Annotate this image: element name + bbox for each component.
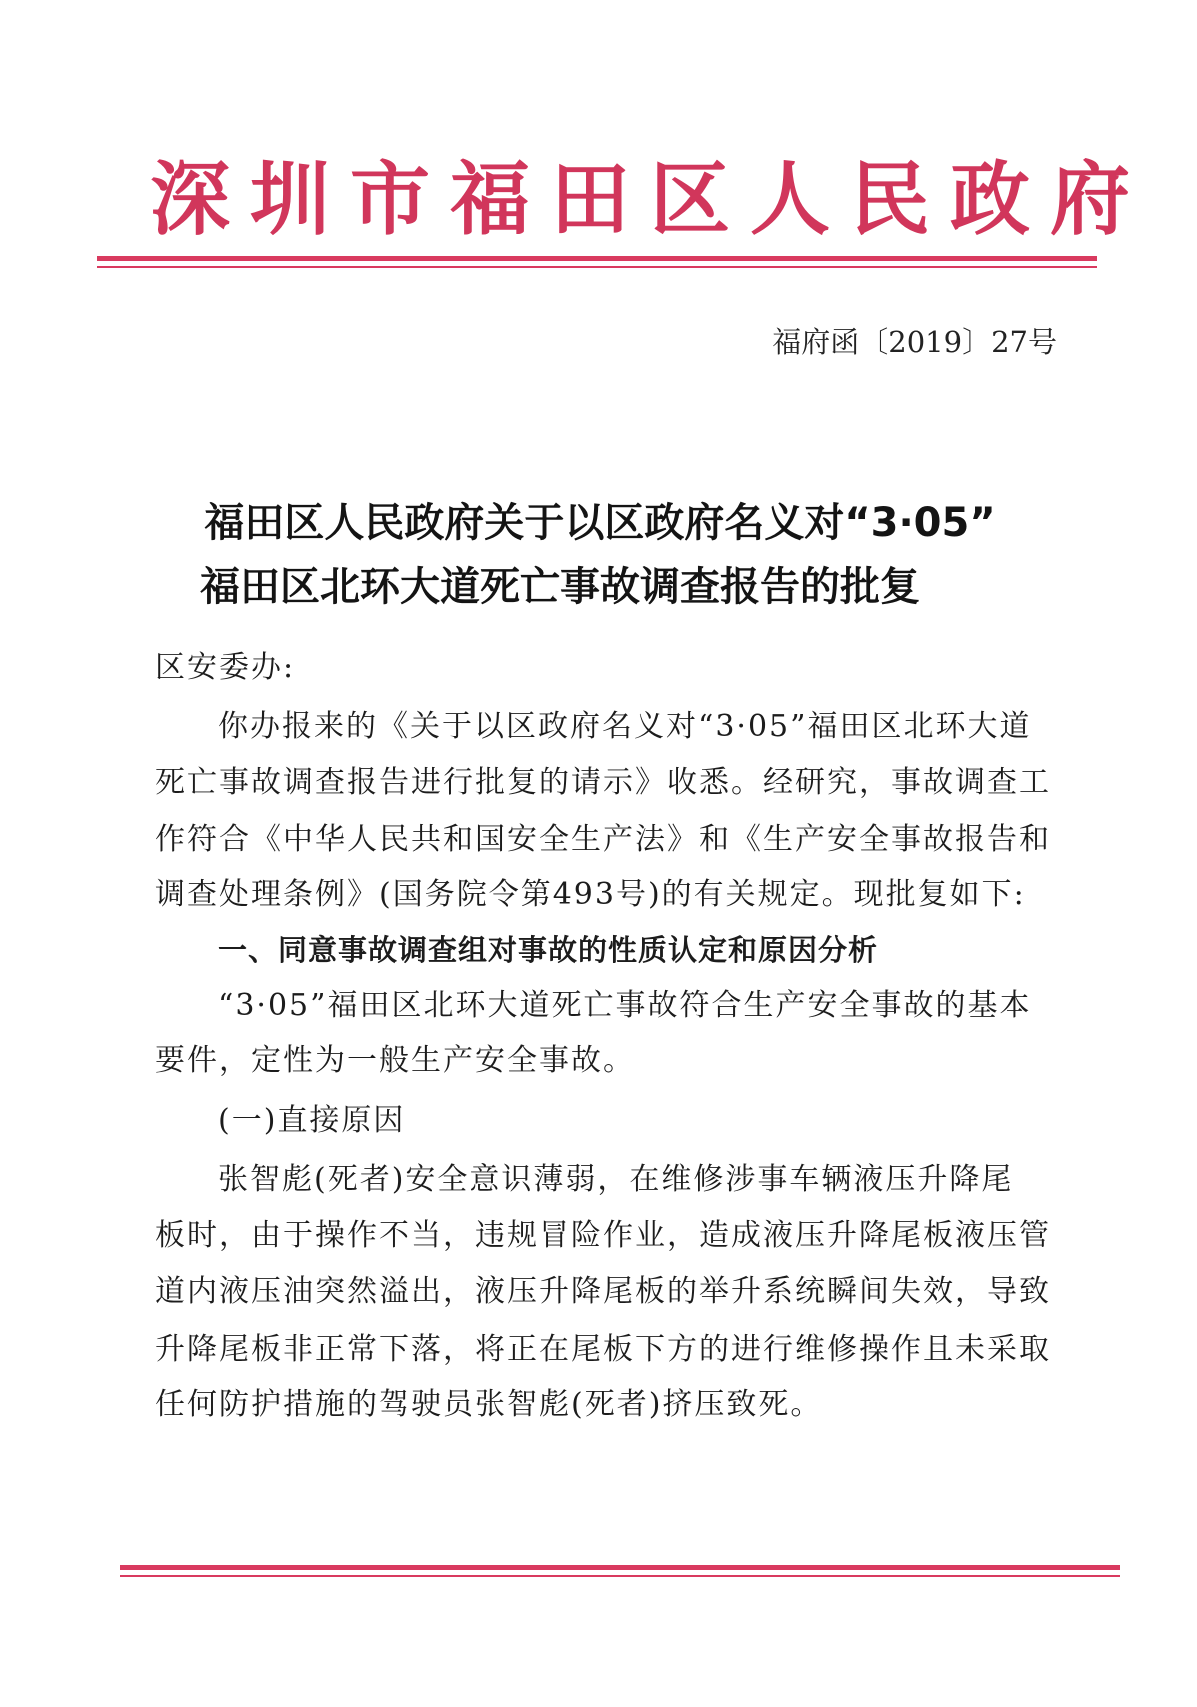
masthead-red-rule bbox=[97, 256, 1097, 261]
body-line: 张智彪(死者)安全意识薄弱，在维修涉事车辆液压升降尾 bbox=[218, 1162, 1014, 1197]
subsection-heading: (一)直接原因 bbox=[218, 1103, 406, 1138]
masthead-red-rule-thin bbox=[97, 266, 1097, 268]
body-line: 作符合《中华人民共和国安全生产法》和《生产安全事故报告和 bbox=[155, 822, 1051, 857]
body-line: 要件，定性为一般生产安全事故。 bbox=[155, 1043, 635, 1078]
body-line: 道内液压油突然溢出，液压升降尾板的举升系统瞬间失效，导致 bbox=[155, 1274, 1051, 1309]
masthead-org-name: 深圳市福田区人民政府 bbox=[150, 153, 1150, 246]
footer-red-rule-thin bbox=[120, 1575, 1120, 1577]
body-line: 你办报来的《关于以区政府名义对“3·05”福田区北环大道 bbox=[218, 709, 1032, 744]
document-number: 福府函〔2019〕27号 bbox=[772, 325, 1057, 359]
document-title-line-1: 福田区人民政府关于以区政府名义对“3·05” bbox=[204, 500, 996, 546]
body-line: 板时，由于操作不当，违规冒险作业，造成液压升降尾板液压管 bbox=[155, 1218, 1051, 1253]
section-heading: 一、同意事故调查组对事故的性质认定和原因分析 bbox=[218, 933, 879, 967]
body-line: 死亡事故调查报告进行批复的请示》收悉。经研究，事故调查工 bbox=[155, 765, 1051, 800]
body-line: 升降尾板非正常下落，将正在尾板下方的进行维修操作且未采取 bbox=[155, 1332, 1051, 1367]
salutation: 区安委办: bbox=[155, 650, 296, 685]
document-title-line-2: 福田区北环大道死亡事故调查报告的批复 bbox=[200, 564, 920, 610]
body-line: 调查处理条例》(国务院令第493号)的有关规定。现批复如下: bbox=[155, 877, 1026, 912]
footer-red-rule bbox=[120, 1565, 1120, 1570]
body-line: 任何防护措施的驾驶员张智彪(死者)挤压致死。 bbox=[155, 1387, 823, 1422]
body-line: “3·05”福田区北环大道死亡事故符合生产安全事故的基本 bbox=[218, 988, 1032, 1023]
